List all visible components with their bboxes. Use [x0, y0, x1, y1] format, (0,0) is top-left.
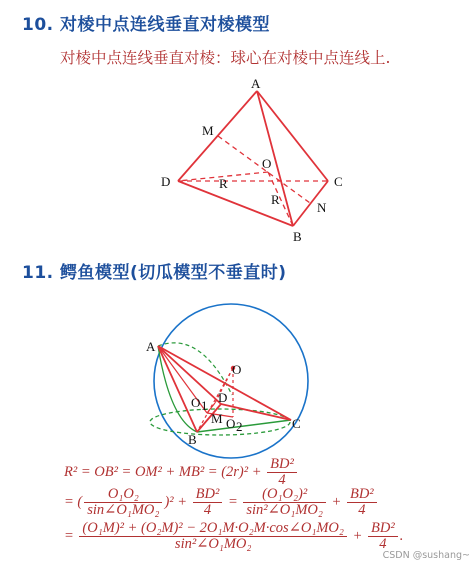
- formula-line-2: = ( $\frac{\text{O₁O₂}}{\text{sin∠O₁MO₂}}$ )² + $\frac{\text{BD²}}{4}$ = $\frac{\text{(O₁O₂)²}}{\text{sin²∠O₁MO₂}}$ + $\frac{\text{BD²}}{4}$: [64, 487, 379, 518]
- vertex-C2-label: C: [292, 416, 301, 431]
- point-O1-subscript: 1: [201, 398, 208, 413]
- vertex-B-label: B: [293, 229, 302, 244]
- point-O1-label: O: [191, 395, 201, 410]
- vertex-B2-label: B: [188, 432, 197, 447]
- section-10-title: 10. 对棱中点连线垂直对棱模型: [22, 15, 271, 35]
- formula-line-1: [64, 457, 299, 488]
- fraction-o1o2-sq-over-sin-sq: $\frac{\text{(O₁O₂)²}}{\text{sin²∠O₁MO₂}}$: [243, 487, 326, 518]
- radius-label-1: R: [219, 176, 228, 191]
- vertex-A2-label: A: [146, 339, 156, 354]
- point-O2-subscript: 2: [236, 419, 243, 434]
- point-N-label: N: [317, 200, 327, 215]
- watermark: CSDN @sushang~: [382, 550, 470, 561]
- fraction-law-of-cosines: $\frac{\text{(O₁M)² + (O₂M)² − 2O₁M·O₂M·cos∠O₁MO₂}}{\text{sin²∠O₁MO₂}}$: [79, 521, 347, 552]
- section-11-title: 11. 鳄鱼模型(切瓜模型不垂直时): [22, 263, 287, 283]
- section-10-description: 对棱中点连线垂直对棱：球心在对棱中点连线上.: [60, 49, 391, 67]
- formula-line-1-left: R² = OB² = OM² + MB² = (2r)² +: [64, 463, 266, 480]
- center-O-label: O: [232, 362, 242, 377]
- fraction-bd2-over-4: $\frac{\text{BD²}}{4}$: [267, 457, 297, 488]
- edge-AC-2: [158, 346, 291, 420]
- vertex-D-label: D: [161, 174, 171, 189]
- point-O2-label: O: [226, 416, 236, 431]
- vertex-A-label: A: [251, 76, 261, 91]
- formula-line-3: = $\frac{\text{(O₁M)² + (O₂M)² − 2O₁M·O₂M·cos∠O₁MO₂}}{\text{sin²∠O₁MO₂}}$ + $\frac{\text{BD²}}{4}$ .: [64, 520, 404, 552]
- point-M-label: M: [202, 123, 214, 138]
- radius-label-2: R: [271, 192, 280, 207]
- fraction-o1o2-over-sin: $\frac{\text{O₁O₂}}{\text{sin∠O₁MO₂}}$: [84, 487, 162, 518]
- point-M2-label: M: [211, 411, 223, 426]
- vertex-C-label: C: [334, 174, 343, 189]
- tetrahedron-figure: [161, 76, 343, 244]
- crocodile-figure: [146, 304, 308, 458]
- vertex-D2-label: D: [218, 390, 228, 405]
- edge-AD: [178, 91, 257, 181]
- sphere-circle: [154, 304, 308, 458]
- point-O-label: O: [262, 156, 272, 171]
